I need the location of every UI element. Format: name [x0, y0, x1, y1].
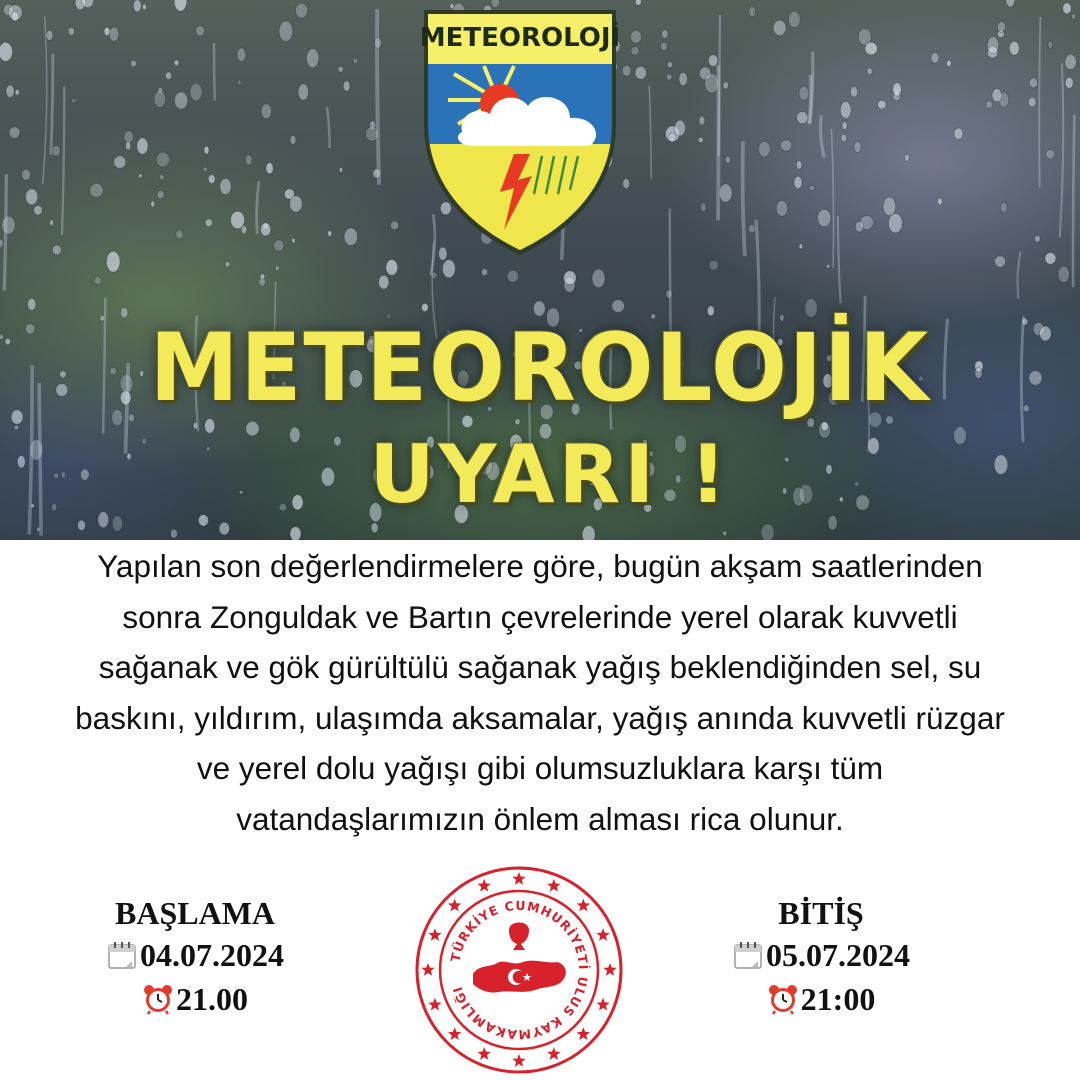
end-date-row — [706, 933, 936, 977]
end-label: BİTİŞ — [778, 895, 864, 931]
notice-line: sağanak ve gök gürültülü sağanak yağış beklendiğinden sel, su — [98, 649, 982, 685]
calendar-icon — [106, 939, 138, 971]
notice-line: sonra Zonguldak ve Bartın çevrelerinde yerel olarak kuvvetli — [122, 598, 958, 635]
start-label: BAŞLAMA — [114, 895, 275, 931]
alarm-clock-icon — [767, 983, 799, 1015]
notice-line: vatandaşlarımızın önlem alması rica olunur. — [236, 800, 844, 837]
start-time-row — [80, 977, 310, 1021]
hero-subtitle: UYARI ! — [369, 428, 731, 521]
start-period — [80, 893, 310, 1021]
start-date-row — [80, 933, 310, 977]
notice-line: baskını, yıldırım, ulaşımda aksamalar, yağış anında kuvvetli rüzgar — [75, 699, 1005, 736]
hero-title: METEOROLOJİK — [149, 314, 931, 423]
end-time-row — [706, 977, 936, 1021]
logo-text: METEOROLOJİ — [419, 23, 621, 53]
start-time: 21.00 — [176, 981, 248, 1017]
warning-notice-text — [0, 541, 1080, 844]
seal-text: TÜRKİYE CUMHURİYETİ ULUS KAYMAKAMLIĞI — [447, 897, 592, 1043]
notice-line: ve yerel dolu yağışı gibi olumsuzluklara karşı tüm — [196, 750, 884, 786]
end-period — [706, 893, 936, 1021]
ulus-kaymakamligi-seal — [413, 864, 625, 1076]
start-date: 04.07.2024 — [140, 937, 284, 973]
notice-line: Yapılan son değerlendirmelere göre, bugün akşam saatlerinden — [97, 548, 983, 584]
alarm-clock-icon — [142, 983, 174, 1015]
end-date: 05.07.2024 — [766, 937, 910, 973]
meteoroloji-shield-logo — [414, 4, 626, 256]
calendar-icon — [732, 939, 764, 971]
end-time: 21:00 — [800, 981, 876, 1017]
